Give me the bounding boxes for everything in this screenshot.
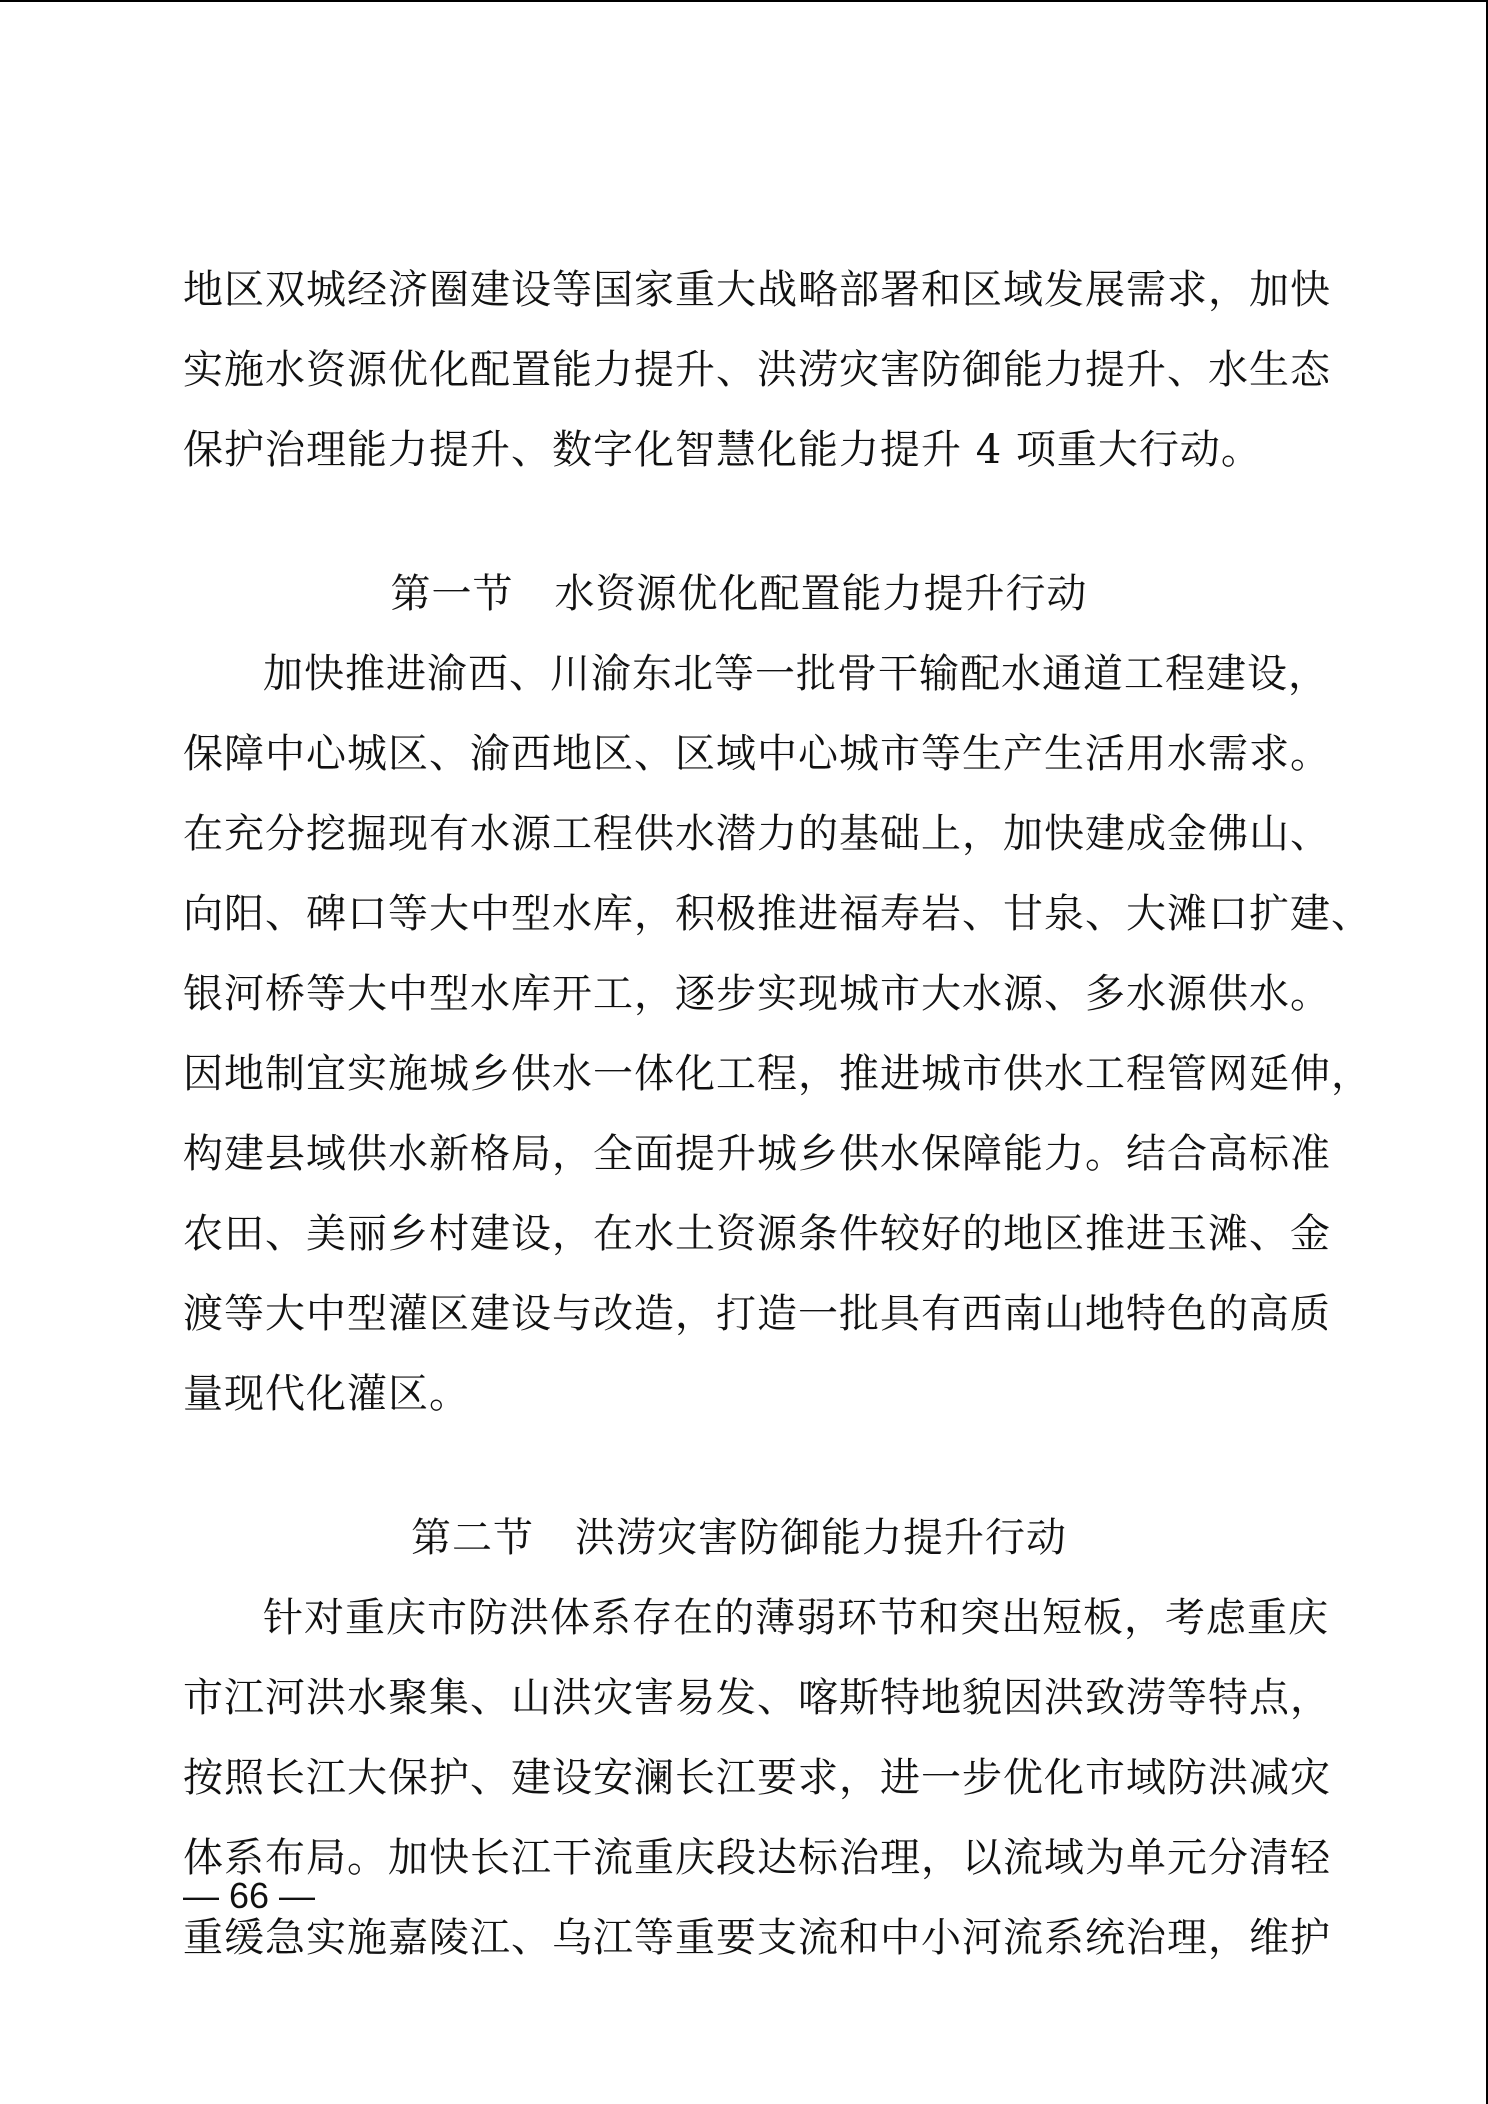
section-2-paragraph xyxy=(183,1578,1331,1978)
paragraph-line: 市江河洪水聚集、山洪灾害易发、喀斯特地貌因洪致涝等特点， xyxy=(183,1675,1331,1721)
paragraph-line: 农田、美丽乡村建设，在水土资源条件较好的地区推进玉滩、金 xyxy=(183,1211,1331,1257)
paragraph-line: 实施水资源优化配置能力提升、洪涝灾害防御能力提升、水生态 xyxy=(183,347,1331,393)
paragraph-line: 保障中心城区、渝西地区、区域中心城市等生产生活用水需求。 xyxy=(183,731,1331,777)
paragraph-line: 因地制宜实施城乡供水一体化工程，推进城市供水工程管网延伸， xyxy=(183,1051,1372,1097)
paragraph-line: 重缓急实施嘉陵江、乌江等重要支流和中小河流系统治理，维护 xyxy=(183,1915,1331,1961)
paragraph-line: 地区双城经济圈建设等国家重大战略部署和区域发展需求，加快 xyxy=(183,267,1331,313)
page-number: — 66 — xyxy=(183,1875,316,1916)
paragraph-line: 渡等大中型灌区建设与改造，打造一批具有西南山地特色的高质 xyxy=(183,1291,1331,1337)
intro-paragraph xyxy=(183,250,1331,490)
spacer xyxy=(183,1434,1295,1498)
paragraph-line: 针对重庆市防洪体系存在的薄弱环节和突出短板，考虑重庆 xyxy=(263,1595,1329,1641)
paragraph-line: 构建县域供水新格局，全面提升城乡供水保障能力。结合高标准 xyxy=(183,1131,1331,1177)
paragraph-line: 在充分挖掘现有水源工程供水潜力的基础上，加快建成金佛山、 xyxy=(183,811,1331,857)
paragraph-line: 体系布局。加快长江干流重庆段达标治理，以流域为单元分清轻 xyxy=(183,1835,1331,1881)
section-1-paragraph xyxy=(183,634,1372,1434)
paragraph-line: 量现代化灌区。 xyxy=(183,1371,470,1417)
paragraph-line: 银河桥等大中型水库开工，逐步实现城市大水源、多水源供水。 xyxy=(183,971,1331,1017)
paragraph-line: 向阳、碑口等大中型水库，积极推进福寿岩、甘泉、大滩口扩建、 xyxy=(183,891,1372,937)
paragraph-line: 加快推进渝西、川渝东北等一批骨干输配水通道工程建设， xyxy=(263,651,1329,697)
section-2-title: 第二节 洪涝灾害防御能力提升行动 xyxy=(411,1515,1067,1561)
paragraph-line: 保护治理能力提升、数字化智慧化能力提升 4 项重大行动。 xyxy=(183,427,1262,473)
spacer xyxy=(183,490,1295,554)
paragraph-line: 按照长江大保护、建设安澜长江要求，进一步优化市域防洪减灾 xyxy=(183,1755,1331,1801)
section-1-title: 第一节 水资源优化配置能力提升行动 xyxy=(390,571,1088,617)
document-body xyxy=(183,250,1372,1978)
